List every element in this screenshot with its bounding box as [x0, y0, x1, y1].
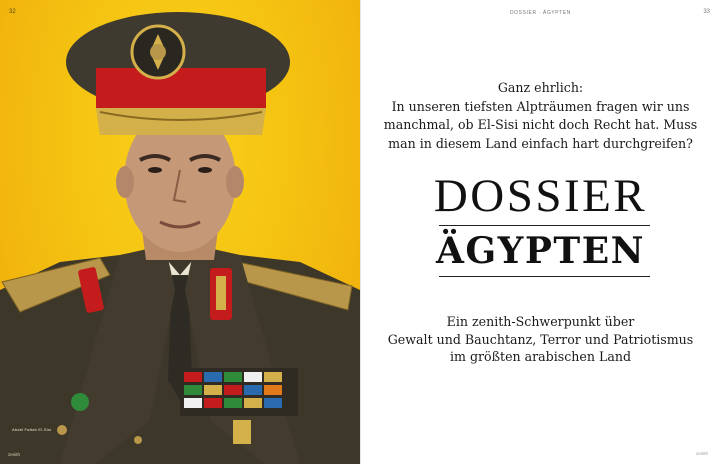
intro-line: man in diesem Land einfach hart durchgreifen? [388, 135, 693, 151]
subtitle-text [361, 313, 720, 366]
page-number-left: 32 [9, 9, 16, 15]
intro-line: manchmal, ob El-Sisi nicht doch Recht hat. Muss [383, 117, 698, 132]
subtitle-line: Ein zenith-Schwerpunkt über [446, 314, 635, 329]
dossier-title: DOSSIER [433, 170, 648, 222]
intro-text [361, 79, 720, 153]
page-number-right: 33 [703, 9, 710, 15]
right-page-text [360, 0, 720, 464]
brand-footer-left: zenith [8, 452, 21, 457]
title-divider-bottom [439, 276, 650, 277]
subtitle-line: im größten arabischen Land [449, 349, 632, 364]
country-title: ÄGYPTEN [435, 230, 646, 272]
intro-line: In unseren tiefsten Alpträumen fragen wir uns [391, 98, 690, 114]
brand-footer-right: zenith [695, 451, 708, 456]
title-divider-top [439, 225, 650, 226]
intro-line: Ganz ehrlich: [497, 80, 584, 95]
photo-caption: Abdel Fattah El-Sisi [12, 427, 52, 432]
subtitle-line: Gewalt und Bauchtanz, Terror und Patriotismus [387, 331, 694, 347]
running-head: DOSSIER · ÄGYPTEN [509, 10, 572, 16]
